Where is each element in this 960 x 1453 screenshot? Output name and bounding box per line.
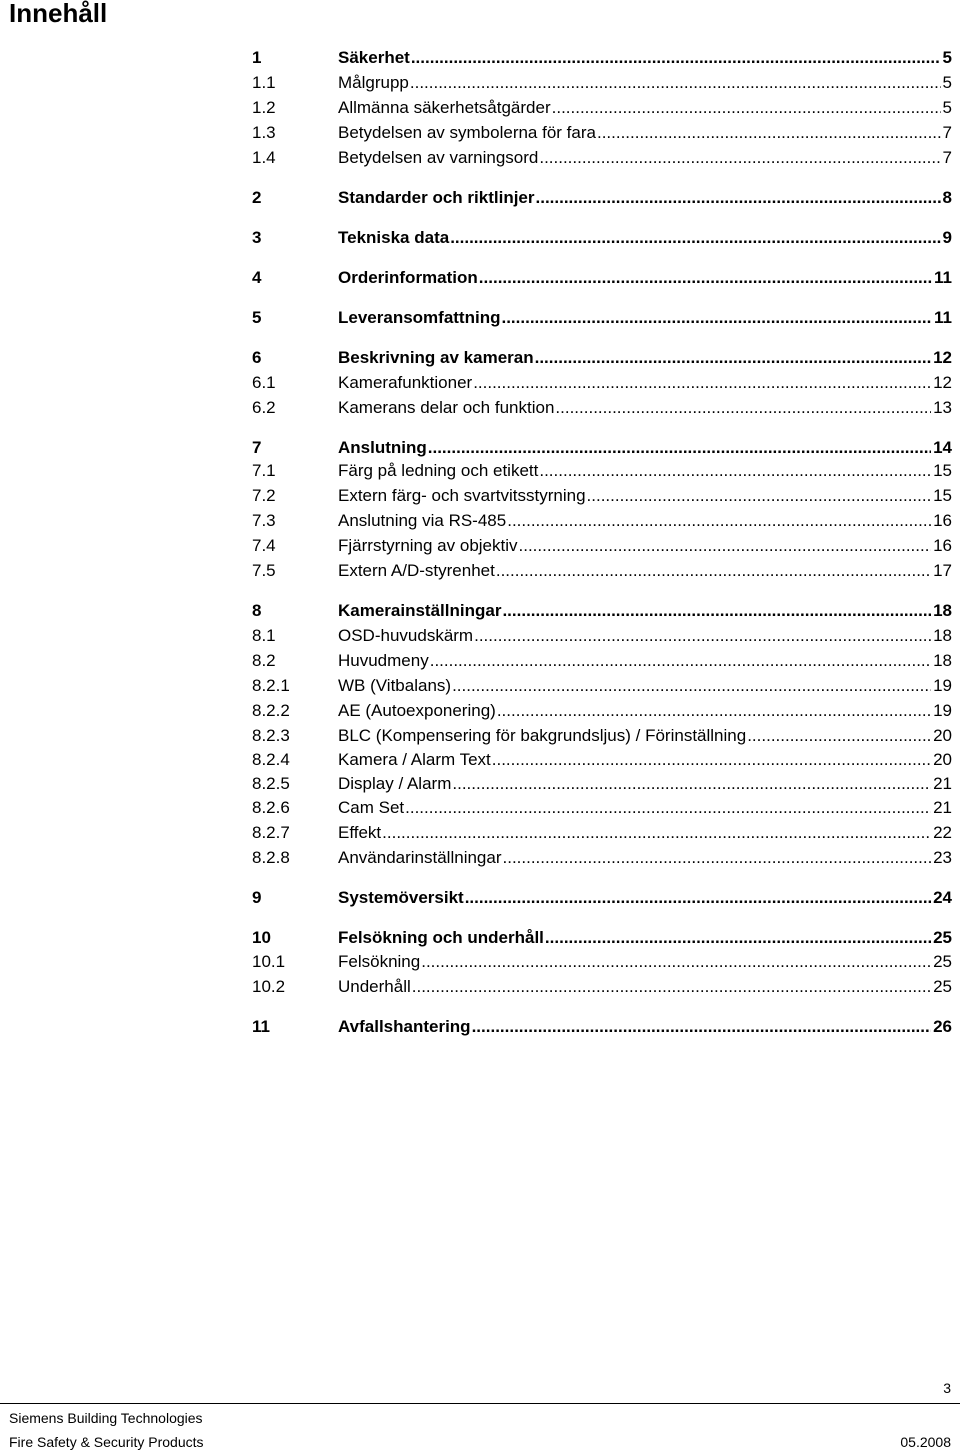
toc-page-number: 16 (933, 536, 952, 555)
toc-dot-leader (452, 674, 931, 698)
toc-section-title: Kamerafunktioner (338, 373, 473, 392)
toc-page-number: 24 (933, 888, 952, 907)
toc-dot-leader (539, 459, 931, 483)
toc-section-title: Anslutning via RS-485 (338, 511, 507, 530)
toc-section-number: 1 (252, 48, 262, 67)
toc-dot-leader (421, 950, 931, 974)
toc-page-number: 8 (942, 188, 952, 207)
toc-dot-leader (450, 226, 940, 250)
toc-section-title: Underhåll (338, 977, 411, 996)
toc-entry[interactable] (252, 306, 952, 330)
toc-dot-leader (587, 484, 932, 508)
toc-dot-leader (430, 649, 931, 673)
toc-page-number: 17 (933, 561, 952, 580)
toc-entry[interactable] (252, 649, 952, 673)
toc-section-title: Huvudmeny (338, 651, 429, 670)
toc-dot-leader (410, 71, 941, 95)
toc-section-number: 5 (252, 308, 262, 327)
toc-entry[interactable] (252, 459, 952, 483)
toc-section-title: Beskrivning av kameran (338, 348, 534, 367)
toc-section-title: OSD-huvudskärm (338, 626, 474, 645)
toc-dot-leader (428, 436, 931, 460)
toc-entry[interactable] (252, 121, 952, 145)
toc-page-number: 18 (933, 651, 952, 670)
toc-page-number: 25 (933, 952, 952, 971)
toc-section-number: 6 (252, 348, 262, 367)
toc-entry[interactable] (252, 71, 952, 95)
toc-section-number: 8.2.8 (252, 848, 290, 867)
toc-entry[interactable] (252, 748, 952, 772)
toc-entry[interactable] (252, 146, 952, 170)
footer-company: Siemens Building Technologies (9, 1410, 203, 1426)
toc-dot-leader (492, 748, 931, 772)
toc-section-number: 2 (252, 188, 262, 207)
toc-dot-leader (479, 266, 932, 290)
toc-section-title: Cam Set (338, 798, 405, 817)
toc-dot-leader (501, 306, 932, 330)
toc-entry[interactable] (252, 346, 952, 370)
toc-entry[interactable] (252, 46, 952, 70)
toc-entry[interactable] (252, 599, 952, 623)
toc-entry[interactable] (252, 266, 952, 290)
toc-page-number: 19 (933, 701, 952, 720)
toc-entry[interactable] (252, 371, 952, 395)
toc-dot-leader (452, 772, 931, 796)
toc-section-number: 7.2 (252, 486, 276, 505)
toc-dot-leader (496, 559, 931, 583)
toc-page-number: 5 (942, 73, 952, 92)
toc-page-number: 26 (933, 1017, 952, 1036)
toc-page-number: 15 (933, 461, 952, 480)
toc-dot-leader (502, 599, 931, 623)
toc-page-number: 11 (934, 268, 952, 287)
toc-section-title: Extern A/D-styrenhet (338, 561, 495, 580)
toc-page-number: 18 (933, 626, 952, 645)
toc-dot-leader (474, 624, 931, 648)
toc-dot-leader (747, 724, 931, 748)
toc-entry[interactable] (252, 772, 952, 796)
toc-section-number: 7.4 (252, 536, 276, 555)
toc-entry[interactable] (252, 724, 952, 748)
toc-entry[interactable] (252, 886, 952, 910)
toc-section-title: Tekniska data (338, 228, 450, 247)
toc-entry[interactable] (252, 396, 952, 420)
toc-section-title: WB (Vitbalans) (338, 676, 452, 695)
toc-entry[interactable] (252, 226, 952, 250)
toc-dot-leader (536, 186, 941, 210)
toc-section-title: Systemöversikt (338, 888, 464, 907)
toc-section-title: Säkerhet (338, 48, 410, 67)
toc-entry[interactable] (252, 186, 952, 210)
toc-section-title: Kamerans delar och funktion (338, 398, 555, 417)
toc-section-number: 8.2.3 (252, 726, 290, 745)
toc-section-title: Effekt (338, 823, 382, 842)
toc-dot-leader (412, 975, 931, 999)
toc-page-number: 9 (942, 228, 952, 247)
toc-section-title: Leveransomfattning (338, 308, 501, 327)
toc-page-number: 12 (933, 348, 952, 367)
toc-dot-leader (503, 846, 932, 870)
toc-entry[interactable] (252, 975, 952, 999)
toc-section-title: Betydelsen av symbolerna för fara (338, 123, 596, 142)
toc-page-number: 7 (942, 148, 952, 167)
toc-dot-leader (539, 146, 940, 170)
footer-divider (0, 1403, 960, 1404)
toc-dot-leader (597, 121, 941, 145)
toc-section-number: 1.1 (252, 73, 276, 92)
toc-page-number: 20 (933, 726, 952, 745)
toc-page-number: 25 (933, 977, 952, 996)
toc-dot-leader (552, 96, 941, 120)
toc-page-number: 11 (934, 308, 952, 327)
toc-entry[interactable] (252, 674, 952, 698)
toc-page-number: 7 (942, 123, 952, 142)
toc-section-number: 8.2.1 (252, 676, 290, 695)
toc-page-number: 15 (933, 486, 952, 505)
toc-section-number: 7 (252, 438, 262, 457)
toc-page-number: 5 (942, 98, 952, 117)
toc-section-number: 8.2.7 (252, 823, 290, 842)
toc-page-number: 5 (942, 48, 952, 67)
toc-section-title: Display / Alarm (338, 774, 452, 793)
toc-section-number: 8.2.6 (252, 798, 290, 817)
footer-date: 05.2008 (900, 1434, 951, 1450)
toc-section-number: 10.2 (252, 977, 286, 996)
toc-section-title: Orderinformation (338, 268, 478, 287)
toc-section-number: 8 (252, 601, 262, 620)
toc-dot-leader (555, 396, 931, 420)
toc-section-number: 8.2 (252, 651, 276, 670)
toc-section-number: 7.3 (252, 511, 276, 530)
toc-section-number: 7.1 (252, 461, 276, 480)
toc-section-title: Anslutning (338, 438, 427, 457)
toc-section-title: AE (Autoexponering) (338, 701, 496, 720)
toc-section-title: Allmänna säkerhetsåtgärder (338, 98, 551, 117)
toc-page-number: 23 (933, 848, 952, 867)
toc-section-number: 4 (252, 268, 262, 287)
toc-entry[interactable] (252, 821, 952, 845)
footer-division: Fire Safety & Security Products (9, 1434, 204, 1450)
toc-page-number: 21 (933, 798, 952, 817)
toc-page-number: 25 (933, 928, 952, 947)
toc-entry[interactable] (252, 534, 952, 558)
toc-page-number: 14 (933, 438, 952, 457)
toc-dot-leader (465, 886, 931, 910)
toc-section-title: BLC (Kompensering för bakgrundsljus) / Förinställning (338, 726, 747, 745)
toc-page-number: 19 (933, 676, 952, 695)
toc-entry[interactable] (252, 624, 952, 648)
toc-entry[interactable] (252, 950, 952, 974)
toc-section-number: 8.2.5 (252, 774, 290, 793)
toc-section-title: Standarder och riktlinjer (338, 188, 535, 207)
toc-section-title: Målgrupp (338, 73, 409, 92)
toc-section-title: Fjärrstyrning av objektiv (338, 536, 518, 555)
toc-dot-leader (472, 1015, 932, 1039)
toc-entry[interactable] (252, 1015, 952, 1039)
toc-dot-leader (382, 821, 931, 845)
toc-section-number: 3 (252, 228, 262, 247)
toc-section-number: 8.2.2 (252, 701, 290, 720)
toc-entry[interactable] (252, 436, 952, 460)
toc-dot-leader (519, 534, 932, 558)
toc-section-number: 11 (252, 1017, 270, 1036)
toc-dot-leader (411, 46, 941, 70)
toc-dot-leader (535, 346, 931, 370)
toc-entry[interactable] (252, 846, 952, 870)
toc-section-title: Färg på ledning och etikett (338, 461, 539, 480)
toc-dot-leader (405, 796, 931, 820)
toc-section-title: Felsökning och underhåll (338, 928, 544, 947)
toc-dot-leader (545, 926, 931, 950)
toc-entry[interactable] (252, 796, 952, 820)
toc-section-title: Användarinställningar (338, 848, 502, 867)
toc-section-title: Felsökning (338, 952, 421, 971)
toc-section-title: Betydelsen av varningsord (338, 148, 539, 167)
page-number: 3 (943, 1380, 951, 1396)
toc-entry[interactable] (252, 699, 952, 723)
toc-entry[interactable] (252, 509, 952, 533)
toc-page-number: 12 (933, 373, 952, 392)
toc-section-number: 1.4 (252, 148, 276, 167)
toc-page-number: 20 (933, 750, 952, 769)
toc-section-number: 1.3 (252, 123, 276, 142)
toc-section-title: Avfallshantering (338, 1017, 471, 1036)
toc-section-number: 10.1 (252, 952, 286, 971)
toc-section-number: 8.1 (252, 626, 276, 645)
toc-section-number: 6.1 (252, 373, 276, 392)
toc-entry[interactable] (252, 926, 952, 950)
toc-page-number: 21 (933, 774, 952, 793)
toc-section-number: 10 (252, 928, 271, 947)
toc-section-title: Extern färg- och svartvitsstyrning (338, 486, 586, 505)
toc-section-number: 7.5 (252, 561, 276, 580)
toc-dot-leader (507, 509, 931, 533)
toc-dot-leader (473, 371, 931, 395)
toc-section-number: 6.2 (252, 398, 276, 417)
toc-section-number: 1.2 (252, 98, 276, 117)
toc-entry[interactable] (252, 96, 952, 120)
toc-page-number: 13 (933, 398, 952, 417)
toc-section-number: 9 (252, 888, 262, 907)
toc-page-number: 16 (933, 511, 952, 530)
toc-section-title: Kamera / Alarm Text (338, 750, 491, 769)
toc-page-number: 22 (933, 823, 952, 842)
page-title: Innehåll (9, 0, 108, 28)
toc-page-number: 18 (933, 601, 952, 620)
toc-section-number: 8.2.4 (252, 750, 290, 769)
toc-entry[interactable] (252, 559, 952, 583)
toc-section-title: Kamerainställningar (338, 601, 502, 620)
toc-dot-leader (497, 699, 931, 723)
toc-entry[interactable] (252, 484, 952, 508)
